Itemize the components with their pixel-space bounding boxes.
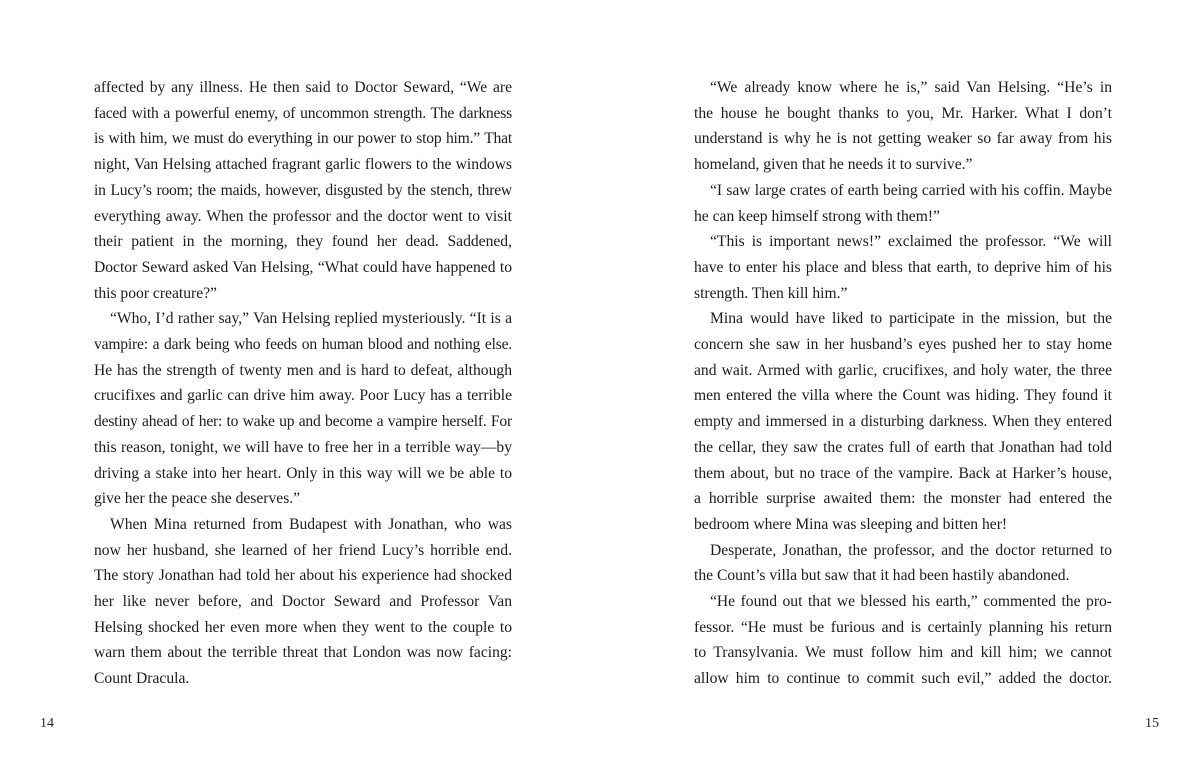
text-line: the cellar, they saw the crates full of earth that Jonathan had told	[694, 438, 1112, 456]
text-line: now her husband, she learned of her friend Lucy’s horrible end.	[94, 541, 512, 559]
text-line: driving a stake into her heart. Only in this way will we be able to	[94, 464, 512, 482]
text-line: “This is important news!” exclaimed the professor. “We will	[710, 233, 1112, 251]
text-line: Count Dracula.	[94, 670, 190, 688]
text-line: the Count’s villa but saw that it had been hastily abandoned.	[694, 567, 1070, 585]
right-page	[600, 0, 1200, 774]
text-line: he can keep himself strong with them!”	[694, 207, 940, 225]
text-line: to Transylvania. We must follow him and kill him; we cannot	[694, 644, 1112, 662]
page-number-right: 15	[1145, 716, 1159, 731]
text-line: Helsing shocked her even more when they went to the couple to	[94, 618, 512, 636]
text-line: their patient in the morning, they found her dead. Saddened,	[94, 233, 512, 251]
text-line: understand is why he is not getting weaker so far away from his	[694, 130, 1112, 148]
page-number-left: 14	[40, 716, 54, 731]
text-line: the house he bought thanks to you, Mr. Harker. What I don’t	[694, 104, 1112, 122]
text-line: allow him to continue to commit such evil,” added the doctor.	[694, 670, 1112, 688]
text-line: Desperate, Jonathan, the professor, and the doctor returned to	[710, 541, 1112, 559]
text-line: “He found out that we blessed his earth,” commented the pro-	[710, 593, 1112, 611]
text-line: bedroom where Mina was sleeping and bitten her!	[694, 515, 1008, 533]
text-line: crucifixes and garlic can drive him away. Poor Lucy has a terrible	[94, 387, 512, 405]
text-line: everything away. When the professor and the doctor went to visit	[94, 207, 512, 225]
text-line: in Lucy’s room; the maids, however, disgusted by the stench, threw	[94, 181, 512, 199]
text-line: “We already know where he is,” said Van Helsing. “He’s in	[710, 79, 1112, 96]
text-line: strength. Then kill him.”	[694, 284, 848, 302]
text-line: affected by any illness. He then said to Doctor Seward, “We are	[94, 79, 512, 96]
text-line: empty and immersed in a disturbing darkness. When they entered	[694, 413, 1112, 431]
text-line: a horrible surprise awaited them: the monster had entered the	[694, 490, 1112, 508]
text-line: fessor. “He must be furious and is certainly planning his return	[694, 618, 1112, 636]
text-line: this poor creature?”	[94, 284, 217, 302]
text-line: Doctor Seward asked Van Helsing, “What could have happened to	[94, 258, 512, 276]
text-line: destiny ahead of her: to wake up and become a vampire herself. For	[94, 413, 512, 431]
text-line: He has the strength of twenty men and is hard to defeat, although	[94, 361, 512, 379]
text-line: Mina would have liked to participate in the mission, but the	[710, 310, 1112, 328]
text-line: homeland, given that he needs it to survive.”	[694, 156, 973, 174]
text-line: night, Van Helsing attached fragrant garlic flowers to the windows	[94, 156, 512, 174]
text-line: have to enter his place and bless that earth, to deprive him of his	[694, 258, 1112, 276]
text-line: her like never before, and Doctor Seward and Professor Van	[94, 593, 512, 611]
text-line: faced with a powerful enemy, of uncommon strength. The darkness	[94, 104, 512, 122]
text-line: this reason, tonight, we will have to free her in a terrible way—by	[94, 438, 512, 456]
text-line: warn them about the terrible threat that London was now facing:	[94, 644, 512, 662]
text-line: When Mina returned from Budapest with Jonathan, who was	[110, 515, 512, 533]
text-line: “Who, I’d rather say,” Van Helsing replied mysteriously. “It is a	[110, 310, 512, 328]
text-line: “I saw large crates of earth being carried with his coffin. Maybe	[710, 181, 1112, 199]
text-line: The story Jonathan had told her about his experience had shocked	[94, 567, 512, 585]
text-line: them about, but no trace of the vampire. Back at Harker’s house,	[694, 464, 1112, 482]
right-text-column	[694, 75, 1112, 692]
text-line: is with him, we must do everything in our power to stop him.” That	[94, 130, 512, 148]
text-line: and wait. Armed with garlic, crucifixes, and holy water, the three	[694, 361, 1112, 379]
left-text-column	[94, 75, 512, 692]
text-line: vampire: a dark being who feeds on human blood and nothing else.	[94, 336, 512, 354]
text-line: men entered the villa where the Count was hiding. They found it	[694, 387, 1112, 405]
text-line: concern she saw in her husband’s eyes pushed her to stay home	[694, 336, 1112, 354]
text-line: give her the peace she deserves.”	[94, 490, 301, 508]
